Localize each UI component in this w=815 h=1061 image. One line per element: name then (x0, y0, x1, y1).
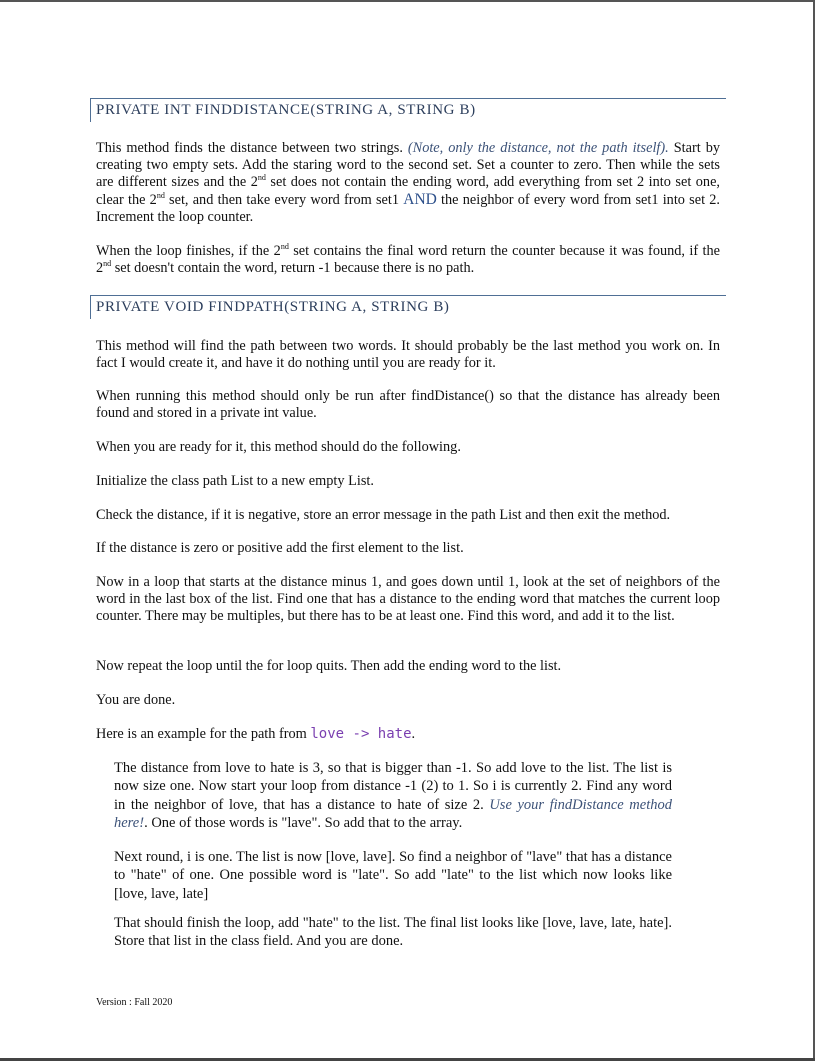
find-path-repeat: Now repeat the loop until the for loop quits. Then add the ending word to the list. (96, 658, 562, 674)
find-path-intro: This method will find the path between two words. It should probably be the last method you work on. In fact I would create it, and have it do nothing until you are ready for it. (96, 338, 720, 371)
find-path-heading: PRIVATE VOID FINDPATH(STRING A, STRING B) (90, 295, 726, 319)
example-step-two: Next round, i is one. The list is now [love, lave]. So find a neighbor of "lave" that has a distance to "hate" of one. One possible word is "late". So add "late" to the list which now looks like [love, lave, late] (114, 849, 672, 902)
find-distance-description: This method finds the distance between two strings. (Note, only the distance, not the path itself). Start by creating two empty sets. Add the staring word to the second set. Set a counter to zero. Then while the sets are different sizes and the 2nd set does not contain the ending word, add everything from set 2 into set one, clear the 2nd set, and then take every word from set1 AND the neighbor of every word from set1 into set 2. Increment the loop counter. (96, 140, 721, 225)
find-path-ready: When you are ready for it, this method should do the following. (96, 439, 461, 455)
find-distance-loop-end: When the loop finishes, if the 2nd set contains the final word return the counter because it was found, if the 2nd set doesn't contain the word, return -1 because there is no path. (96, 242, 720, 276)
find-path-run-order: When running this method should only be run after findDistance() so that the distance has already been found and stored in a private int value. (96, 388, 720, 421)
find-path-done: You are done. (96, 692, 176, 708)
find-path-check-distance: Check the distance, if it is negative, store an error message in the path List and then exit the method. (96, 507, 671, 523)
page-border-top (0, 0, 815, 2)
find-path-example-intro: Here is an example for the path from love -> hate. (96, 726, 416, 742)
example-step-one: The distance from love to hate is 3, so that is bigger than -1. So add love to the list. The list is now size one. Now start your loop from distance -1 (2) to 1. So i is currently 2. Find any word in the neighbor of love, that has a distance to hate of size 2. Use your findDistance method here!. One of those words is "lave". So add that to the array. (114, 760, 672, 832)
example-path-code: love -> hate (310, 726, 412, 742)
version-footer: Version : Fall 2020 (96, 997, 173, 1008)
find-path-add-first: If the distance is zero or positive add the first element to the list. (96, 540, 464, 556)
example-final: That should finish the loop, add "hate" to the list. The final list looks like [love, lave, late, hate]. Store that list in the class field. And you are done. (114, 915, 672, 950)
find-path-loop: Now in a loop that starts at the distance minus 1, and goes down until 1, look at the set of neighbors of the word in the last box of the list. Find one that has a distance to the ending word that matches the current loop counter. There may be multiples, but there has to be at least one. Find this word, and add it to the list. (96, 574, 720, 624)
find-distance-heading: PRIVATE INT FINDDISTANCE(STRING A, STRING B) (90, 98, 726, 122)
find-path-init-list: Initialize the class path List to a new empty List. (96, 473, 374, 489)
